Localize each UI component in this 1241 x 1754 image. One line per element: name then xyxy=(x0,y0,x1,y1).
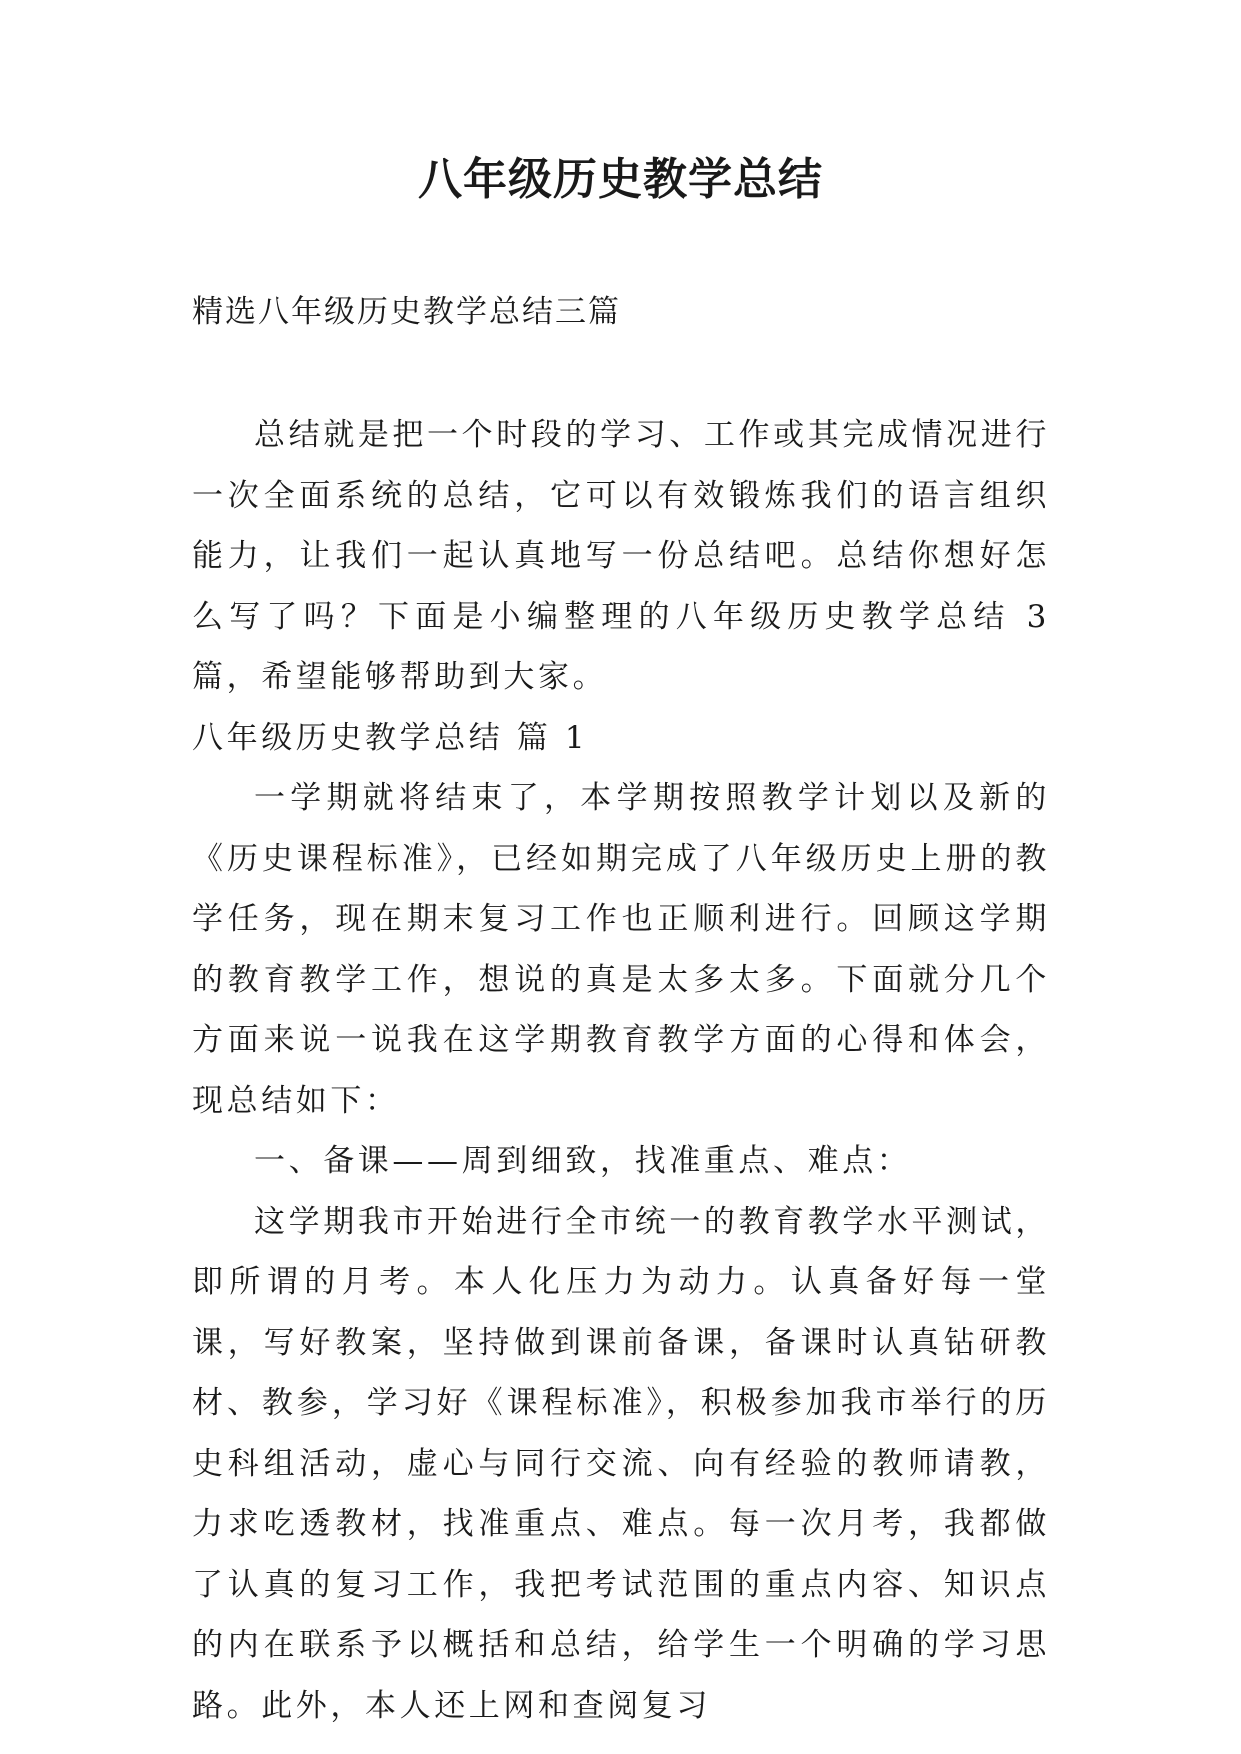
body-paragraph: 这学期我市开始进行全市统一的教育教学水平测试，即所谓的月考。本人化压力为动力。认真备好每一堂课，写好教案，坚持做到课前备课，备课时认真钻研教材、教参，学习好《课程标准》，积极参加我市举行的历史科组活动，虚心与同行交流、向有经验的教师请教，力求吃透教材，找准重点、难点。每一次月考，我都做了认真的复习工作，我把考试范围的重点内容、知识点的内在联系予以概括和总结，给学生一个明确的学习思路。此外，本人还上网和查阅复习 xyxy=(192,1203,1050,1724)
document-subtitle: 精选八年级历史教学总结三篇 xyxy=(192,294,621,330)
point-heading: 一、备课——周到细致，找准重点、难点： xyxy=(254,1143,912,1179)
body-paragraph: 一学期就将结束了，本学期按照教学计划以及新的《历史课程标准》，已经如期完成了八年级历史上册的教学任务，现在期末复习工作也正顺利进行。回顾这学期的教育教学工作，想说的真是太多太多。下面就分几个方面来说一说我在这学期教育教学方面的心得和体会，现总结如下： xyxy=(192,780,1050,1119)
document-body xyxy=(192,405,1050,1736)
section-heading: 八年级历史教学总结 篇 1 xyxy=(192,719,589,756)
intro-paragraph: 总结就是把一个时段的学习、工作或其完成情况进行一次全面系统的总结，它可以有效锻炼我们的语言组织能力，让我们一起认真地写一份总结吧。总结你想好怎么写了吗？下面是小编整理的八年级历史教学总结 3 篇，希望能够帮助到大家。 xyxy=(192,417,1050,695)
document-title: 八年级历史教学总结 xyxy=(418,154,823,205)
